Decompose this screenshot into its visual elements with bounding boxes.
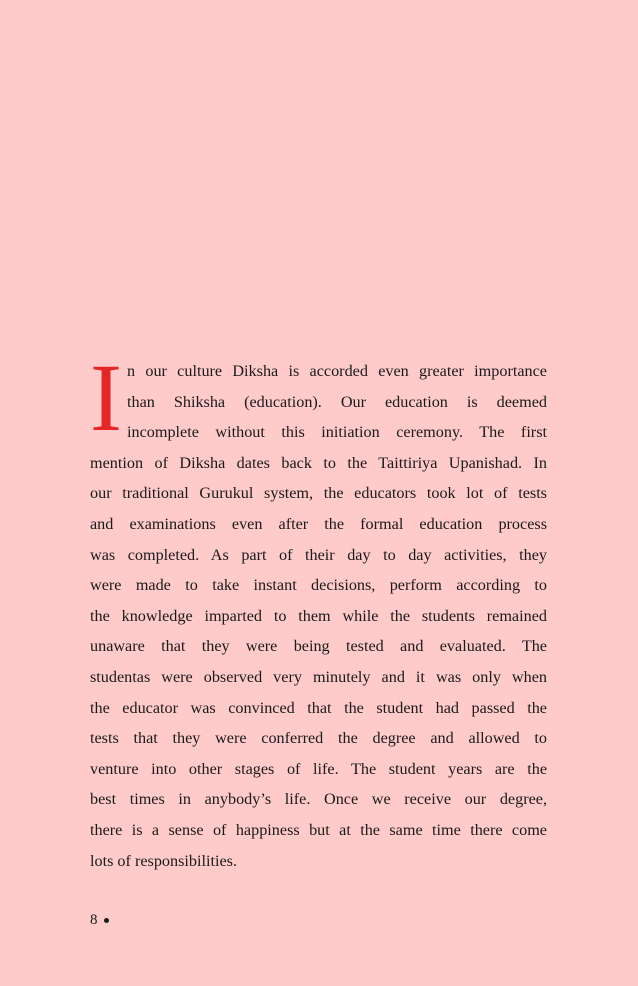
paragraph-line: n our culture Diksha is accorded even greater importance [127, 362, 547, 380]
paragraph-line: were made to take instant decisions, perform according to [90, 576, 547, 595]
paragraph-line: than Shiksha (education). Our education is deemed [127, 392, 547, 411]
body-paragraph [90, 344, 547, 876]
paragraph-line: lots of responsibilities. [90, 851, 238, 870]
paragraph-line: mention of Diksha dates back to the Taittiriya Upanishad. In [90, 453, 547, 472]
drop-cap-letter: I [90, 344, 122, 451]
paragraph-line: our traditional Gurukul system, the educators took lot of tests [90, 484, 547, 503]
paragraph-line: the educator was convinced that the student had passed the [90, 698, 547, 717]
paragraph-line: the knowledge imparted to them while the students remained [90, 606, 547, 625]
paragraph-line: studentas were observed very minutely and it was only when [90, 667, 547, 686]
page-number: 8 [90, 912, 98, 928]
paragraph-line: unaware that they were being tested and evaluated. The [90, 637, 547, 656]
paragraph-line: best times in anybody’s life. Once we receive our degree, [90, 790, 547, 809]
bullet-dot-icon [104, 918, 109, 923]
paragraph-line: there is a sense of happiness but at the same time there come [90, 820, 547, 839]
paragraph-line: and examinations even after the formal education process [90, 514, 547, 533]
page-footer [90, 910, 109, 930]
paragraph-line: was completed. As part of their day to day activities, they [90, 545, 547, 564]
paragraph-line: venture into other stages of life. The student years are the [90, 759, 547, 778]
paragraph-line: tests that they were conferred the degree and allowed to [90, 729, 547, 748]
paragraph-line: incomplete without this initiation ceremony. The first [127, 423, 547, 442]
